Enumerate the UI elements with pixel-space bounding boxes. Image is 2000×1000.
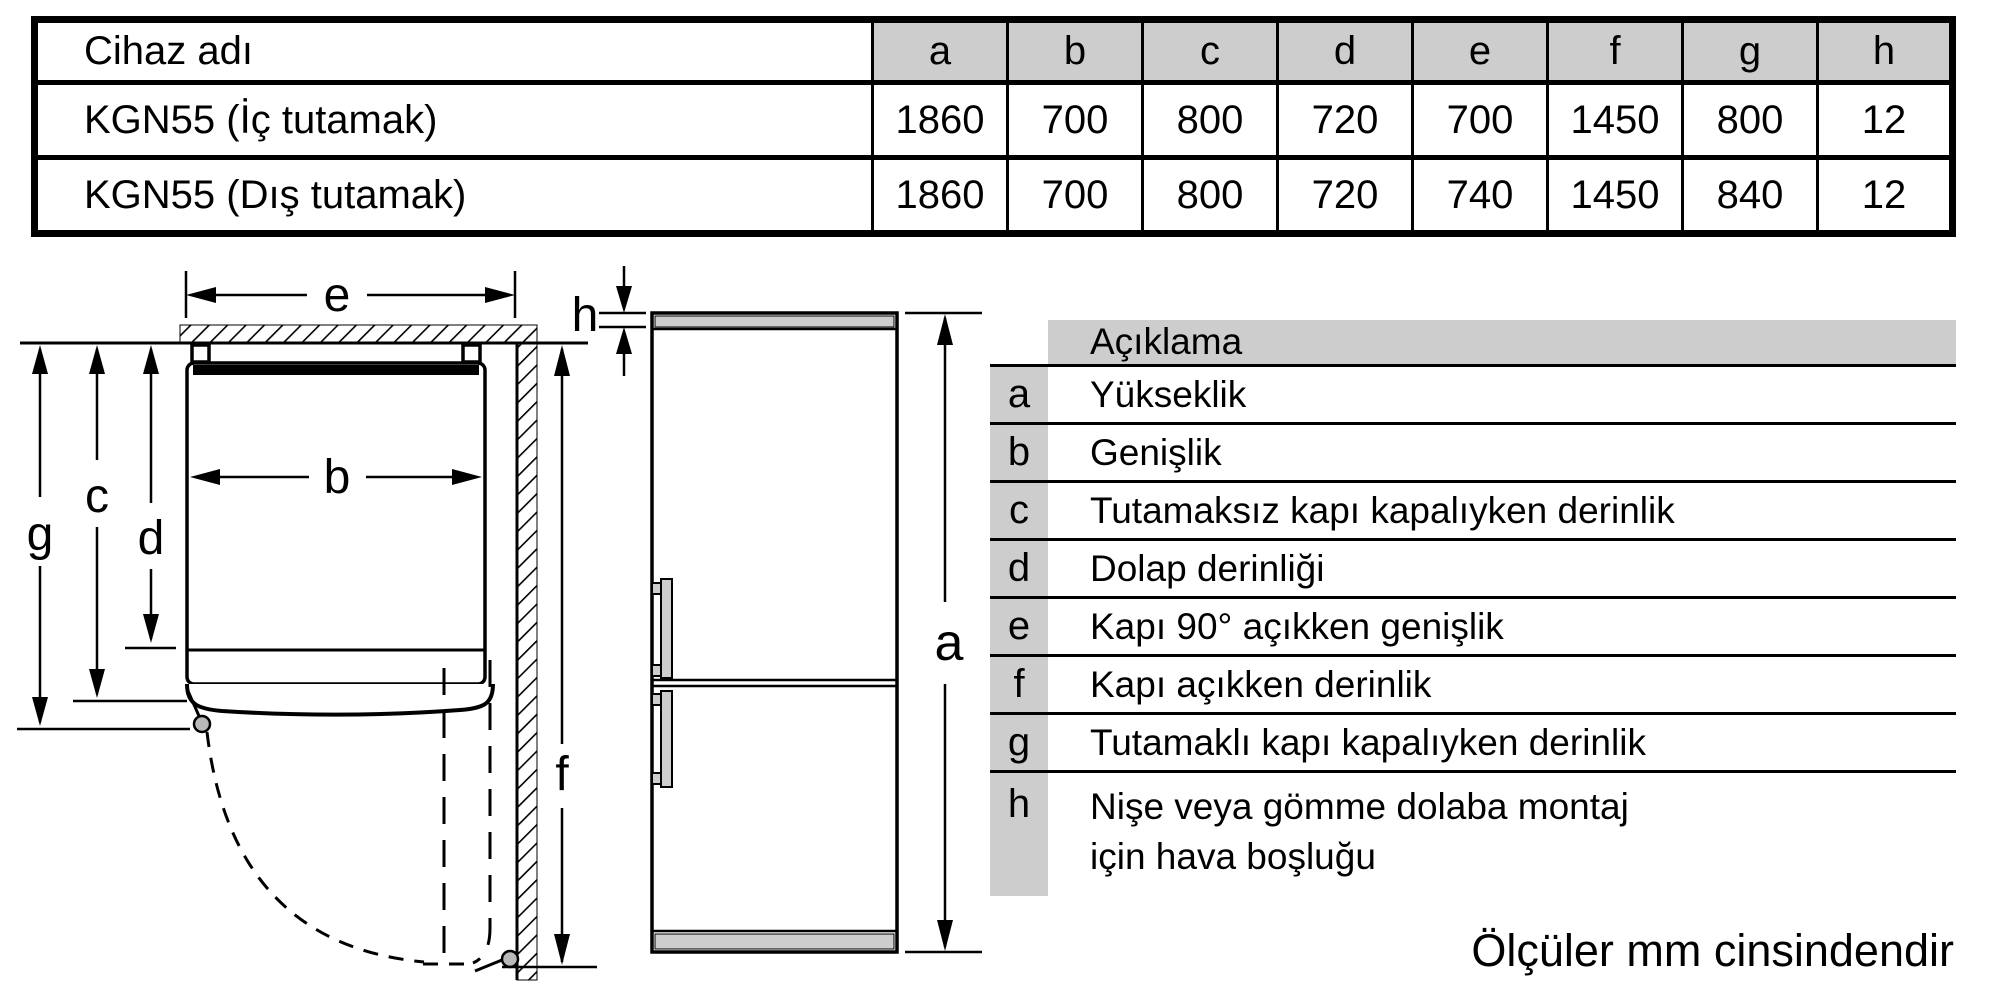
- dim-header-a: a: [873, 20, 1008, 83]
- legend-key: d: [990, 541, 1048, 596]
- legend-description: Kapı açıkken derinlik: [1090, 663, 1432, 705]
- legend-description: Kapı 90° açıkken genişlik: [1090, 605, 1504, 647]
- fridge-plinth-band: [655, 934, 894, 949]
- top-view-diagram: [17, 266, 646, 980]
- legend-row-f: [990, 657, 1956, 715]
- legend-row-h: [990, 773, 1956, 896]
- legend-table: [990, 320, 1956, 896]
- dim-label-e: e: [323, 269, 351, 322]
- legend-key: e: [990, 599, 1048, 654]
- dim-header-f: f: [1548, 20, 1683, 83]
- legend-row-b: [990, 425, 1956, 483]
- table-cell: 840: [1683, 158, 1818, 234]
- table-cell: 1860: [873, 158, 1008, 234]
- table-cell: 1450: [1548, 158, 1683, 234]
- table-cell: 700: [1413, 83, 1548, 158]
- dim-header-d: d: [1278, 20, 1413, 83]
- legend-description: Yükseklik: [1090, 373, 1247, 415]
- legend-row-a: [990, 367, 1956, 425]
- table-cell: 800: [1143, 158, 1278, 234]
- dim-header-h: h: [1818, 20, 1953, 83]
- wall-spacer-left: [192, 345, 209, 362]
- table-cell: 1860: [873, 83, 1008, 158]
- legend-description: [1048, 773, 1956, 896]
- dim-label-f: f: [555, 748, 569, 801]
- legend-key: c: [990, 483, 1048, 538]
- table-cell: 720: [1278, 158, 1413, 234]
- legend-row-g: [990, 715, 1956, 773]
- fridge-front-view: [652, 313, 897, 952]
- dimension-drawing: [0, 240, 1000, 1000]
- device-name-header: Cihaz adı: [35, 20, 873, 83]
- niche-wall-top-hatch: [180, 325, 537, 343]
- fridge-top-band: [655, 316, 894, 327]
- table-cell: 800: [1143, 83, 1278, 158]
- legend-description-line2: için hava boşluğu: [1090, 836, 1376, 877]
- table-cell: 800: [1683, 83, 1818, 158]
- table-row-outer-handle: [35, 158, 1953, 234]
- legend-header: Açıklama: [1048, 320, 1956, 364]
- wall-spacer-right: [463, 345, 480, 362]
- hinge-dot-closed: [194, 716, 210, 732]
- dim-a: [905, 313, 982, 952]
- dim-header-e: e: [1413, 20, 1548, 83]
- dim-label-g: g: [26, 508, 54, 561]
- niche-wall-side-hatch: [517, 343, 537, 980]
- table-cell: 12: [1818, 158, 1953, 234]
- legend-row-c: [990, 483, 1956, 541]
- legend-key: g: [990, 715, 1048, 770]
- legend-key: b: [990, 425, 1048, 480]
- dim-header-g: g: [1683, 20, 1818, 83]
- units-note: Ölçüler mm cinsindendir: [1471, 925, 1954, 976]
- table-cell: 700: [1008, 158, 1143, 234]
- door-swing-arc: [207, 732, 424, 962]
- dim-d: [125, 345, 176, 648]
- table-cell: 700: [1008, 83, 1143, 158]
- legend-description-line1: Nişe veya gömme dolaba montaj: [1090, 786, 1629, 827]
- legend-description: Genişlik: [1090, 431, 1222, 473]
- table-header-row: [35, 20, 1953, 83]
- device-dimension-table: [31, 16, 1956, 237]
- dim-e: [186, 269, 515, 322]
- dim-header-c: c: [1143, 20, 1278, 83]
- device-name: KGN55 (Dış tutamak): [35, 158, 873, 234]
- legend-key: a: [990, 367, 1048, 422]
- table-cell: 720: [1278, 83, 1413, 158]
- legend-description: Dolap derinliği: [1090, 547, 1325, 589]
- front-view-diagram: [652, 313, 982, 952]
- dim-header-b: b: [1008, 20, 1143, 83]
- legend-header-row: [990, 320, 1956, 367]
- legend-header-spacer: [990, 320, 1048, 364]
- table-cell: 740: [1413, 158, 1548, 234]
- table-cell: 12: [1818, 83, 1953, 158]
- table-row-inner-handle: [35, 83, 1953, 158]
- hinge-dot-open: [502, 951, 518, 967]
- dim-label-b: b: [323, 451, 351, 504]
- door-closed: [187, 684, 493, 715]
- legend-description: Tutamaksız kapı kapalıyken derinlik: [1090, 489, 1675, 531]
- table-cell: 1450: [1548, 83, 1683, 158]
- legend-key: h: [990, 773, 1048, 896]
- dim-label-d: d: [137, 512, 165, 565]
- dim-label-a: a: [934, 614, 964, 672]
- legend-row-d: [990, 541, 1956, 599]
- device-name: KGN55 (İç tutamak): [35, 83, 873, 158]
- dim-h: [572, 266, 646, 376]
- legend-description: Tutamaklı kapı kapalıyken derinlik: [1090, 721, 1646, 763]
- fridge-body-top-view: [187, 345, 493, 715]
- legend-key: f: [990, 657, 1048, 712]
- dim-label-c: c: [85, 470, 109, 523]
- legend-row-e: [990, 599, 1956, 657]
- dim-label-h: h: [571, 289, 599, 342]
